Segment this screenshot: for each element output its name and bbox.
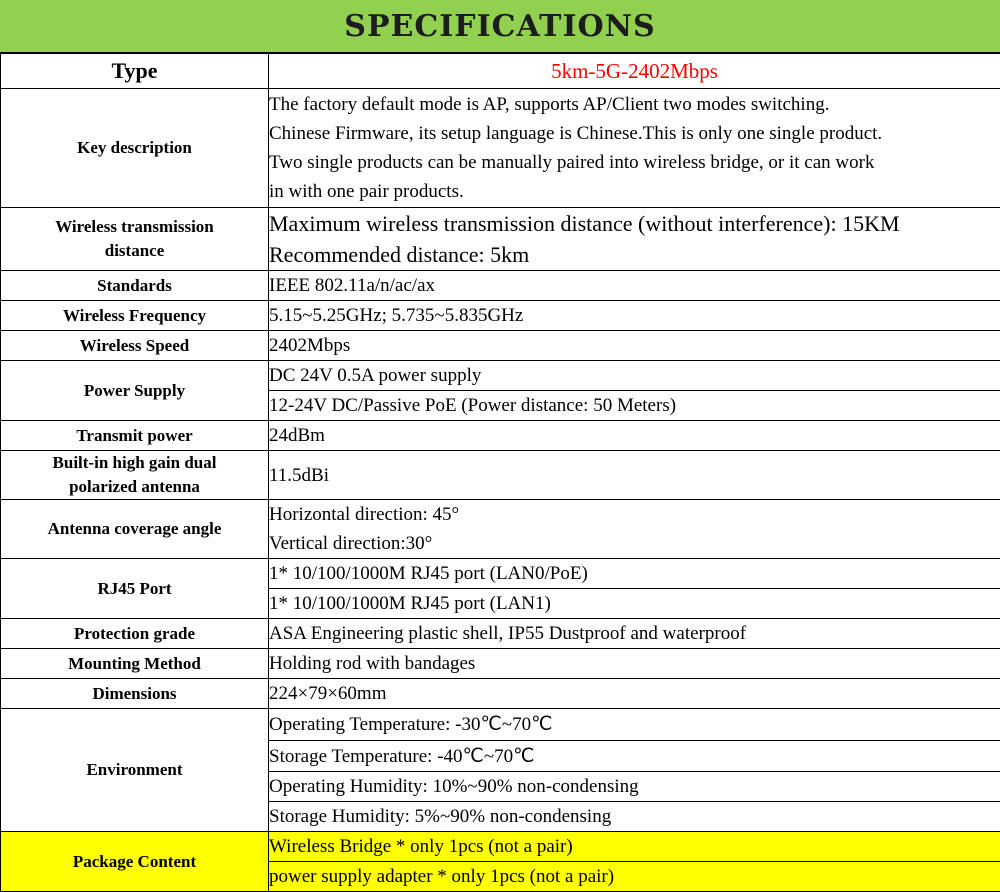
type-value: 5km-5G-2402Mbps xyxy=(269,54,1000,89)
package-value: Wireless Bridge * only 1pcs (not a pair) xyxy=(269,832,1000,862)
row-type xyxy=(1,54,1000,89)
distance-line: Recommended distance: 5km xyxy=(269,239,1000,270)
row-environment-1 xyxy=(1,709,1000,741)
key-description-line: in with one pair products. xyxy=(269,177,1000,206)
transmit-power-label: Transmit power xyxy=(1,421,269,451)
frequency-value: 5.15~5.25GHz; 5.735~5.835GHz xyxy=(269,301,1000,331)
frequency-label: Wireless Frequency xyxy=(1,301,269,331)
spec-table xyxy=(0,53,1000,892)
speed-value: 2402Mbps xyxy=(269,331,1000,361)
speed-label: Wireless Speed xyxy=(1,331,269,361)
key-description-line: The factory default mode is AP, supports AP/Client two modes switching. xyxy=(269,90,1000,119)
label-line: polarized antenna xyxy=(1,475,268,499)
row-speed xyxy=(1,331,1000,361)
row-transmission-distance xyxy=(1,208,1000,271)
coverage-line: Horizontal direction: 45° xyxy=(269,500,1000,529)
key-description-line: Chinese Firmware, its setup language is Chinese.This is only one single product. xyxy=(269,119,1000,148)
dimensions-value: 224×79×60mm xyxy=(269,679,1000,709)
package-label: Package Content xyxy=(1,832,269,892)
standards-value: IEEE 802.11a/n/ac/ax xyxy=(269,271,1000,301)
row-coverage xyxy=(1,500,1000,559)
key-description-label: Key description xyxy=(1,89,269,208)
rj45-value: 1* 10/100/1000M RJ45 port (LAN0/PoE) xyxy=(269,559,1000,589)
label-line: Built-in high gain dual xyxy=(1,451,268,475)
coverage-value xyxy=(269,500,1000,559)
transmission-distance-value xyxy=(269,208,1000,271)
standards-label: Standards xyxy=(1,271,269,301)
power-supply-label: Power Supply xyxy=(1,361,269,421)
transmit-power-value: 24dBm xyxy=(269,421,1000,451)
antenna-value: 11.5dBi xyxy=(269,451,1000,500)
power-supply-value: 12-24V DC/Passive PoE (Power distance: 50 Meters) xyxy=(269,391,1000,421)
row-rj45-1 xyxy=(1,559,1000,589)
environment-value: Storage Temperature: -40℃~70℃ xyxy=(269,741,1000,772)
row-antenna xyxy=(1,451,1000,500)
transmission-distance-label xyxy=(1,208,269,271)
label-line: distance xyxy=(1,239,268,263)
environment-label: Environment xyxy=(1,709,269,832)
row-mounting xyxy=(1,649,1000,679)
mounting-value: Holding rod with bandages xyxy=(269,649,1000,679)
row-standards xyxy=(1,271,1000,301)
package-value: power supply adapter * only 1pcs (not a pair) xyxy=(269,862,1000,892)
label-line: Wireless transmission xyxy=(1,215,268,239)
coverage-label: Antenna coverage angle xyxy=(1,500,269,559)
row-frequency xyxy=(1,301,1000,331)
type-label: Type xyxy=(1,54,269,89)
power-supply-value: DC 24V 0.5A power supply xyxy=(269,361,1000,391)
environment-value: Storage Humidity: 5%~90% non-condensing xyxy=(269,802,1000,832)
row-package-1 xyxy=(1,832,1000,862)
protection-value: ASA Engineering plastic shell, IP55 Dustproof and waterproof xyxy=(269,619,1000,649)
row-dimensions xyxy=(1,679,1000,709)
rj45-value: 1* 10/100/1000M RJ45 port (LAN1) xyxy=(269,589,1000,619)
environment-value: Operating Temperature: -30℃~70℃ xyxy=(269,709,1000,741)
dimensions-label: Dimensions xyxy=(1,679,269,709)
mounting-label: Mounting Method xyxy=(1,649,269,679)
environment-value: Operating Humidity: 10%~90% non-condensing xyxy=(269,772,1000,802)
title-bar xyxy=(0,0,1000,53)
protection-label: Protection grade xyxy=(1,619,269,649)
key-description-value xyxy=(269,89,1000,208)
row-power-supply-1 xyxy=(1,361,1000,391)
rj45-label: RJ45 Port xyxy=(1,559,269,619)
antenna-label xyxy=(1,451,269,500)
coverage-line: Vertical direction:30° xyxy=(269,529,1000,558)
page-title: SPECIFICATIONS xyxy=(344,9,655,44)
row-transmit-power xyxy=(1,421,1000,451)
distance-line: Maximum wireless transmission distance (without interference): 15KM xyxy=(269,208,1000,239)
key-description-line: Two single products can be manually paired into wireless bridge, or it can work xyxy=(269,148,1000,177)
row-protection xyxy=(1,619,1000,649)
row-key-description xyxy=(1,89,1000,208)
